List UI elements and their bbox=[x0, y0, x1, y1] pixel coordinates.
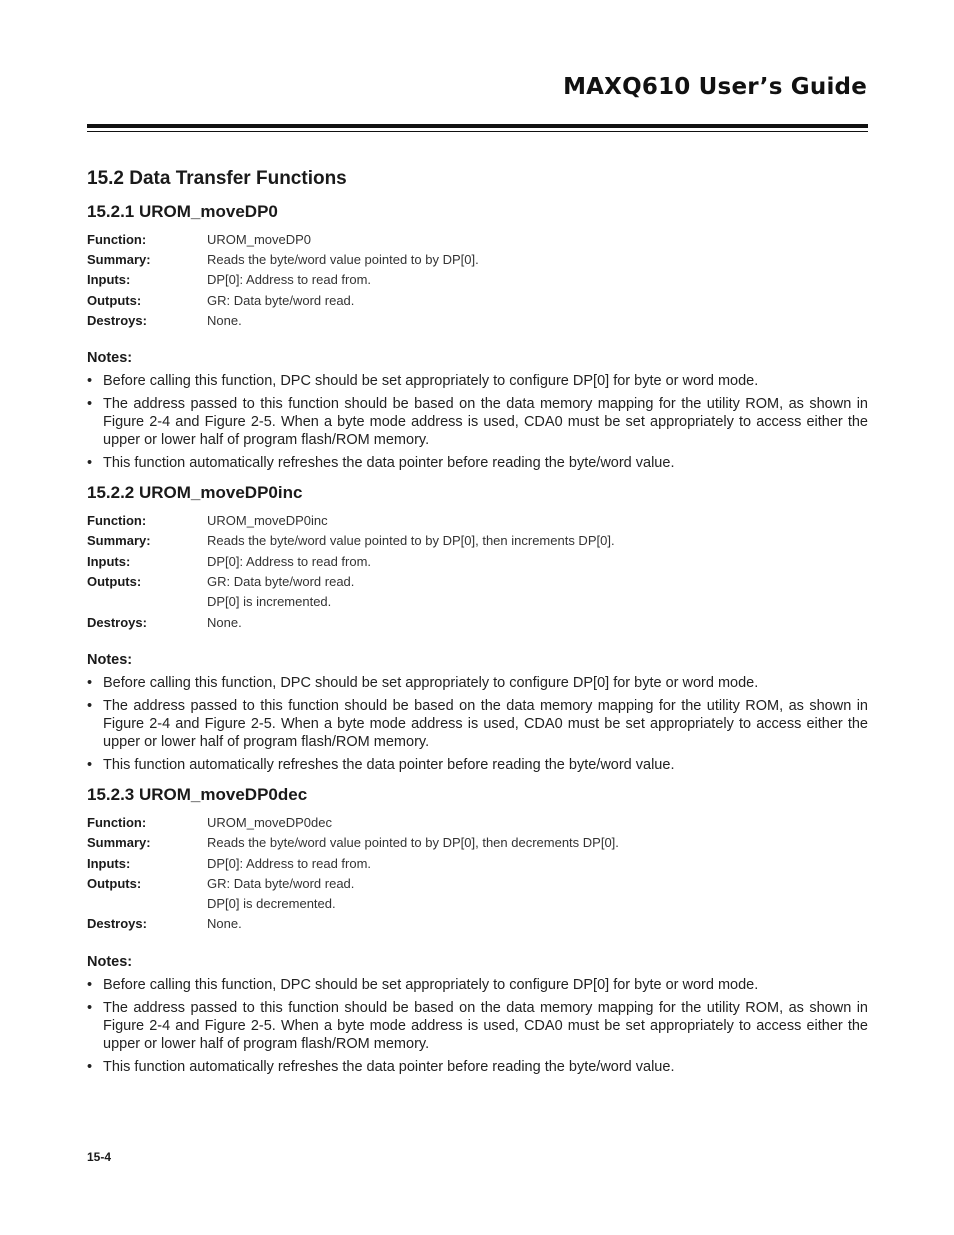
definition-row bbox=[87, 531, 615, 551]
bullet-icon: • bbox=[87, 1000, 93, 1017]
subsection-title: 15.2.3 UROM_moveDP0dec bbox=[87, 785, 308, 805]
note-item bbox=[87, 756, 868, 774]
definition-key: Summary: bbox=[87, 835, 151, 851]
page-number: 15-4 bbox=[87, 1150, 112, 1164]
header-rule-thin bbox=[87, 131, 868, 132]
definition-value: DP[0] is incremented. bbox=[207, 594, 332, 610]
bullet-icon: • bbox=[87, 396, 93, 413]
note-text: Before calling this function, DPC should be set appropriately to configure DP[0] for byte or word mode. bbox=[103, 373, 759, 390]
definition-value: UROM_moveDP0 bbox=[207, 231, 312, 247]
definition-value: None. bbox=[207, 916, 242, 932]
definition-key: Destroys: bbox=[87, 916, 147, 932]
note-text: Before calling this function, DPC should be set appropriately to configure DP[0] for byte or word mode. bbox=[103, 977, 759, 994]
definition-row bbox=[87, 873, 619, 893]
definition-key: Destroys: bbox=[87, 614, 147, 630]
definition-value: GR: Data byte/word read. bbox=[207, 875, 355, 891]
definition-row bbox=[87, 310, 479, 330]
definition-key: Function: bbox=[87, 231, 147, 247]
note-item bbox=[87, 372, 868, 390]
definition-row bbox=[87, 270, 479, 290]
definition-value: None. bbox=[207, 614, 242, 630]
bullet-icon: • bbox=[87, 977, 93, 994]
definition-value: DP[0]: Address to read from. bbox=[207, 272, 372, 288]
note-item bbox=[87, 976, 868, 994]
section-title: 15.2 Data Transfer Functions bbox=[87, 168, 347, 189]
note-text: The address passed to this function should be based on the data memory mapping for the utility ROM, as shown in Figure 2-4 and Figure 2-5. When a byte mode address is used, CDA0 must be set appropriately to access either the upper or lower half of program flash/ROM memory. bbox=[103, 396, 868, 449]
definition-value: Reads the byte/word value pointed to by DP[0]. bbox=[207, 251, 479, 267]
bullet-icon: • bbox=[87, 757, 93, 774]
bullet-icon: • bbox=[87, 455, 93, 472]
definition-row bbox=[87, 290, 479, 310]
definition-key: Inputs: bbox=[87, 855, 131, 871]
note-item bbox=[87, 697, 868, 751]
definition-value: DP[0]: Address to read from. bbox=[207, 553, 372, 569]
header-rule-thick bbox=[87, 124, 868, 128]
notes-list bbox=[87, 674, 868, 774]
definition-row bbox=[87, 571, 615, 591]
definition-key: Summary: bbox=[87, 251, 151, 267]
subsection-title: 15.2.2 UROM_moveDP0inc bbox=[87, 483, 303, 503]
definition-row bbox=[87, 812, 619, 832]
notes-label: Notes: bbox=[87, 652, 133, 669]
bullet-icon: • bbox=[87, 373, 93, 390]
bullet-icon: • bbox=[87, 675, 93, 692]
definition-row bbox=[87, 592, 615, 612]
note-item bbox=[87, 1058, 868, 1076]
definition-key: Outputs: bbox=[87, 574, 142, 590]
subsection-title: 15.2.1 UROM_moveDP0 bbox=[87, 202, 278, 221]
subsection bbox=[87, 483, 868, 774]
definition-value: None. bbox=[207, 312, 242, 328]
note-item bbox=[87, 454, 868, 472]
note-text: This function automatically refreshes the data pointer before reading the byte/word value. bbox=[103, 455, 675, 472]
definition-value: UROM_moveDP0inc bbox=[207, 513, 328, 529]
definition-key bbox=[87, 893, 207, 913]
notes-list bbox=[87, 372, 868, 472]
definition-value: UROM_moveDP0dec bbox=[207, 814, 332, 830]
note-text: This function automatically refreshes the data pointer before reading the byte/word value. bbox=[103, 1059, 675, 1076]
note-item bbox=[87, 674, 868, 692]
note-text: The address passed to this function should be based on the data memory mapping for the utility ROM, as shown in Figure 2-4 and Figure 2-5. When a byte mode address is used, CDA0 must be set appropriately to access either the upper or lower half of program flash/ROM memory. bbox=[103, 1000, 868, 1053]
note-item bbox=[87, 395, 868, 449]
definition-key bbox=[87, 592, 207, 612]
bullet-icon: • bbox=[87, 1059, 93, 1076]
definition-row bbox=[87, 833, 619, 853]
note-item bbox=[87, 999, 868, 1053]
definition-row bbox=[87, 510, 615, 530]
note-text: The address passed to this function should be based on the data memory mapping for the utility ROM, as shown in Figure 2-4 and Figure 2-5. When a byte mode address is used, CDA0 must be set appropriately to access either the upper or lower half of program flash/ROM memory. bbox=[103, 698, 868, 751]
definition-value: DP[0] is decremented. bbox=[207, 896, 336, 912]
subsection bbox=[87, 785, 868, 1076]
definition-value: Reads the byte/word value pointed to by DP[0], then decrements DP[0]. bbox=[207, 835, 619, 851]
definition-row bbox=[87, 612, 615, 632]
definition-value: GR: Data byte/word read. bbox=[207, 574, 355, 590]
definition-value: Reads the byte/word value pointed to by DP[0], then increments DP[0]. bbox=[207, 533, 615, 549]
subsections-container bbox=[87, 202, 868, 1076]
definition-key: Function: bbox=[87, 513, 147, 529]
subsection bbox=[87, 202, 868, 472]
notes-label: Notes: bbox=[87, 954, 133, 971]
definition-key: Function: bbox=[87, 814, 147, 830]
definition-key: Inputs: bbox=[87, 272, 131, 288]
notes-label: Notes: bbox=[87, 350, 133, 367]
function-definition-table bbox=[87, 229, 479, 330]
definition-row bbox=[87, 914, 619, 934]
definition-key: Destroys: bbox=[87, 312, 147, 328]
definition-key: Outputs: bbox=[87, 292, 142, 308]
definition-row bbox=[87, 249, 479, 269]
definition-row bbox=[87, 853, 619, 873]
definition-row bbox=[87, 893, 619, 913]
main-content bbox=[87, 168, 868, 1087]
definition-value: GR: Data byte/word read. bbox=[207, 292, 355, 308]
definition-key: Summary: bbox=[87, 533, 151, 549]
definition-key: Outputs: bbox=[87, 875, 142, 891]
definition-row bbox=[87, 551, 615, 571]
definition-key: Inputs: bbox=[87, 553, 131, 569]
notes-list bbox=[87, 976, 868, 1076]
note-text: This function automatically refreshes the data pointer before reading the byte/word value. bbox=[103, 757, 675, 774]
definition-value: DP[0]: Address to read from. bbox=[207, 855, 372, 871]
bullet-icon: • bbox=[87, 698, 93, 715]
function-definition-table bbox=[87, 510, 615, 632]
function-definition-table bbox=[87, 812, 619, 934]
page-title: MAXQ610 User’s Guide bbox=[563, 74, 867, 100]
definition-row bbox=[87, 229, 479, 249]
note-text: Before calling this function, DPC should be set appropriately to configure DP[0] for byte or word mode. bbox=[103, 675, 759, 692]
